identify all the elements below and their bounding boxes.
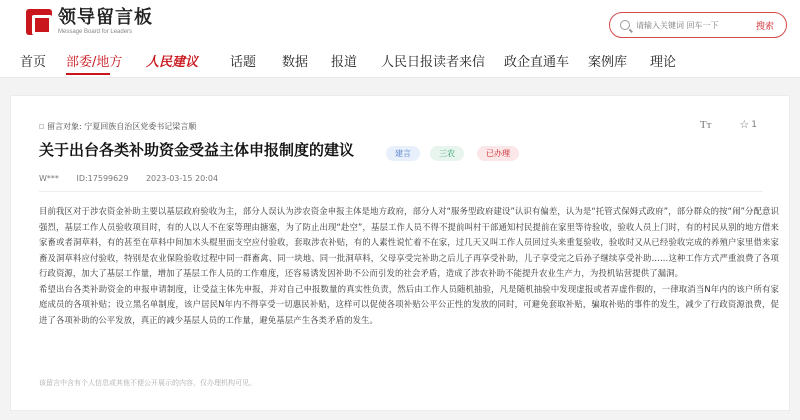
- tag-topic[interactable]: 建言: [386, 146, 420, 161]
- like-count: 1: [751, 119, 757, 130]
- tag-field[interactable]: 三农: [430, 146, 464, 161]
- site-logo[interactable]: [26, 8, 153, 36]
- logo-subtitle: Message Board for Leaders: [58, 29, 133, 35]
- nav-item-theory[interactable]: 理论: [650, 55, 677, 70]
- main-nav: [0, 42, 800, 78]
- search-input[interactable]: [636, 21, 748, 30]
- font-size-icon[interactable]: Tт: [699, 118, 712, 131]
- search-box: [609, 12, 787, 38]
- nav-item-reports[interactable]: 报道: [331, 55, 358, 70]
- body-paragraph-1: 目前我区对于涉农资金补助主要以基层政府验收为主，部分人误认为涉农资金申报主体是地方政府，部分人对“服务型政府建设”认识有偏差，认为是“托管式保姆式政府”，部分群众的按“闹”分配意识强烈，基层工作人员验收项目时，有的人以人不在家等理由搪塞，为了防止出现“赴空”，基层工作人员不得不提前叫村干部通知村民提前在家里等待验收，验收人员上门时，有的村民从别的地方借来家畜或者洞草料，有的甚至在草料中间加木头棍里面支空应付验收，套取涉农补贴，有的人素性说忙着不在家，过几天又叫工作人员回过头来重复验收，验收时又从已经验收完成的养殖户家里借来家畜及洞草料应付验收，特别是农业保险验收过程中同一群畜禽、同一块地、同一批洞草料，父母享受完补助之后儿子再享受补助，儿子享受完之后孙子继续享受补助……这种工作方式严重浪费了各项行政资源，加大了基层工作量，增加了基层工作人员的工作难度，还容易诱发因补助不公而引发的社会矛盾，造成了涉农补助不能提升农业生产力，为投机钻营提供了漏洞。: [39, 206, 779, 278]
- message-datetime: 2023-03-15 20:04: [145, 174, 219, 183]
- site-header: [0, 0, 800, 42]
- nav-item-readers-letters[interactable]: 人民日报读者来信: [381, 55, 486, 70]
- target-icon: [39, 124, 44, 129]
- nav-item-topics[interactable]: 话题: [230, 55, 257, 70]
- target-value[interactable]: 宁夏回族自治区党委书记梁言顺: [84, 122, 197, 131]
- message-meta: [39, 174, 233, 183]
- message-card: [10, 95, 790, 411]
- nav-item-ministries-local[interactable]: 部委/地方: [66, 55, 123, 70]
- privacy-note: 该留言中含有个人信息或其他不便公开展示的内容，仅办理机构可见。: [39, 379, 256, 387]
- post-tools: [700, 118, 757, 131]
- search-icon: [620, 20, 630, 30]
- author-name: W***: [39, 174, 59, 183]
- body-paragraph-2: 希望出台各类补助资金的申报申请制度，让受益主体先申报，并对自己申报数量的真实性负责，然后由工作人员随机抽验，凡是随机抽验中发现虚报或者弄虚作假的，一律取消当N年内的该户所有家庭成员的各项补贴；设立黑名单制度，该户居民N年内不得享受一切惠民补贴，这样可以促使各项补贴公平公正性的发放的同时，可避免套取补贴，骗取补贴的事件的发生，减少了行政资源浪费，促进了各项补助的公平发放，真正的减少基层人员的工作量，避免基层产生各类矛盾的发生。: [39, 283, 779, 325]
- search-button[interactable]: 搜索: [756, 21, 775, 32]
- nav-item-people-suggestions[interactable]: 人民建议: [146, 55, 199, 70]
- divider: [39, 191, 763, 192]
- nav-item-case-library[interactable]: 案例库: [588, 55, 628, 70]
- active-tab-indicator: [66, 73, 110, 75]
- message-body: [39, 204, 779, 328]
- status-badge: 已办理: [477, 146, 519, 161]
- logo-mark-icon: [26, 9, 52, 35]
- message-target: [39, 121, 196, 132]
- message-title: 关于出台各类补助资金受益主体申报制度的建议: [39, 141, 355, 159]
- nav-item-enterprise-express[interactable]: 政企直通车: [504, 55, 570, 70]
- nav-item-home[interactable]: 首页: [20, 55, 47, 70]
- target-label: 留言对象:: [47, 122, 82, 131]
- logo-title: 领导留言板: [58, 7, 153, 28]
- nav-item-data[interactable]: 数据: [282, 55, 309, 70]
- message-id: ID:17599629: [76, 174, 129, 183]
- star-icon[interactable]: ☆: [739, 118, 750, 131]
